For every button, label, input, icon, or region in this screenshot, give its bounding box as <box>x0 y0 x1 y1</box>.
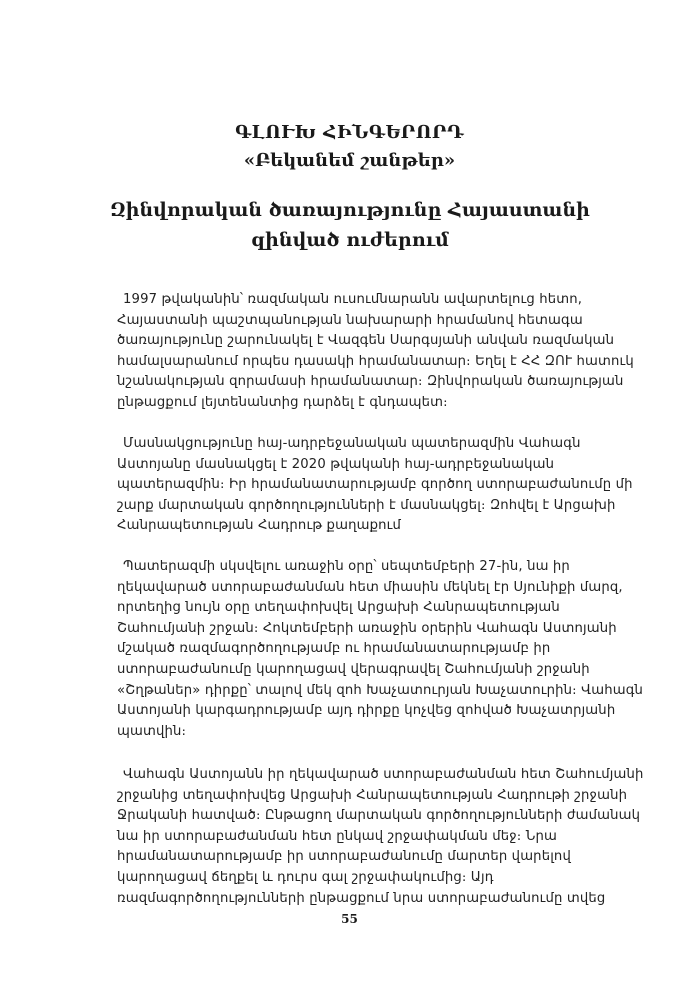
paragraph-1 <box>117 290 645 414</box>
paragraph-text: Մասնակցությունը հայ-ադրբեջանական պատերազմին Վահագն Աստոյանը մասնակցել է 2020 թվականի հայ-ադրբեջանական պատերազմին։ Իր հրամանատարությամբ գործող ստորաբաժանումը մի շարք մարտական գործողությունների է մասնակցել։ Զոհվել է Արցախի Հանրապետության Հադրութ քաղաքում <box>117 436 633 534</box>
paragraph-text: 1997 թվականին՝ ռազմական ուսումնարանն ավարտելուց հետո, Հայաստանի պաշտպանության նախարարի հրամանով հետագա ծառայությունը շարունակել է Վազգեն Սարգսյանի անվան ռազմական համալսարանում որպես դասակի հրամանատար։ Եղել է ՀՀ ԶՈՒ հատուկ նշանակության զորամասի հրամանատար։ Զինվորական ծառայության ընթացքում լեյտենանտից դարձել է գնդապետ։ <box>117 292 634 410</box>
paragraph-4 <box>117 765 645 909</box>
page-number: 55 <box>341 912 358 926</box>
chapter-title: «Բեկանեմ շանթեր» <box>243 150 456 171</box>
paragraph-text: Պատերազմի սկսվելու առաջին օրը՝ սեպտեմբերի 27-ին, նա իր ղեկավարած ստորաբաժանման հետ միասին մեկնել էր Սյունիքի մարզ, որտեղից նույն օրը տեղափոխվել Արցախի Հանրապետության Շահումյանի շրջան։ Հոկտեմբերի առաջին օրերին Վահագն Աստոյանի մշակած ռազմագործողությամբ ու հրամանատարությամբ իր ստորաբաժանումը կարողացավ վերագրավել Շահումյանի շրջանի «Շղթաներ» դիրքը՝ տալով մեկ զոհ Խաչատուրյան Խաչատուրին։ Վահագն Աստոյանի կարգադրությամբ այդ դիրքը կոչվեց զոհված Խաչատրյանի պատվին։ <box>117 559 644 739</box>
section-title: Զինվորական ծառայությունը Հայաստանի զինված ուժերում <box>110 199 590 251</box>
chapter-label: ԳԼՈՒԽ ՀԻՆԳԵՐՈՐԴ <box>235 122 464 143</box>
paragraph-text: Վահագն Աստոյանն իր ղեկավարած ստորաբաժանման հետ Շահումյանի շրջանից տեղափոխվեց Արցախի Հանրապետության Հադրութի շրջանի Ջրականի հատված։ Ընթացող մարտական գործողությունների ժամանակ նա իր ստորաբաժանման հետ ընկավ շրջափակման մեջ։ Նրա հրամանատարությամբ իր ստորաբաժանումը մարտեր վարելով կարողացավ ճեղքել և դուրս գալ շրջափակումից։ Այդ ռազմագործողությունների ընթացքում նրա ստորաբաժանումը տվեց <box>117 767 644 906</box>
paragraph-2 <box>117 434 645 537</box>
paragraph-3 <box>117 557 645 742</box>
